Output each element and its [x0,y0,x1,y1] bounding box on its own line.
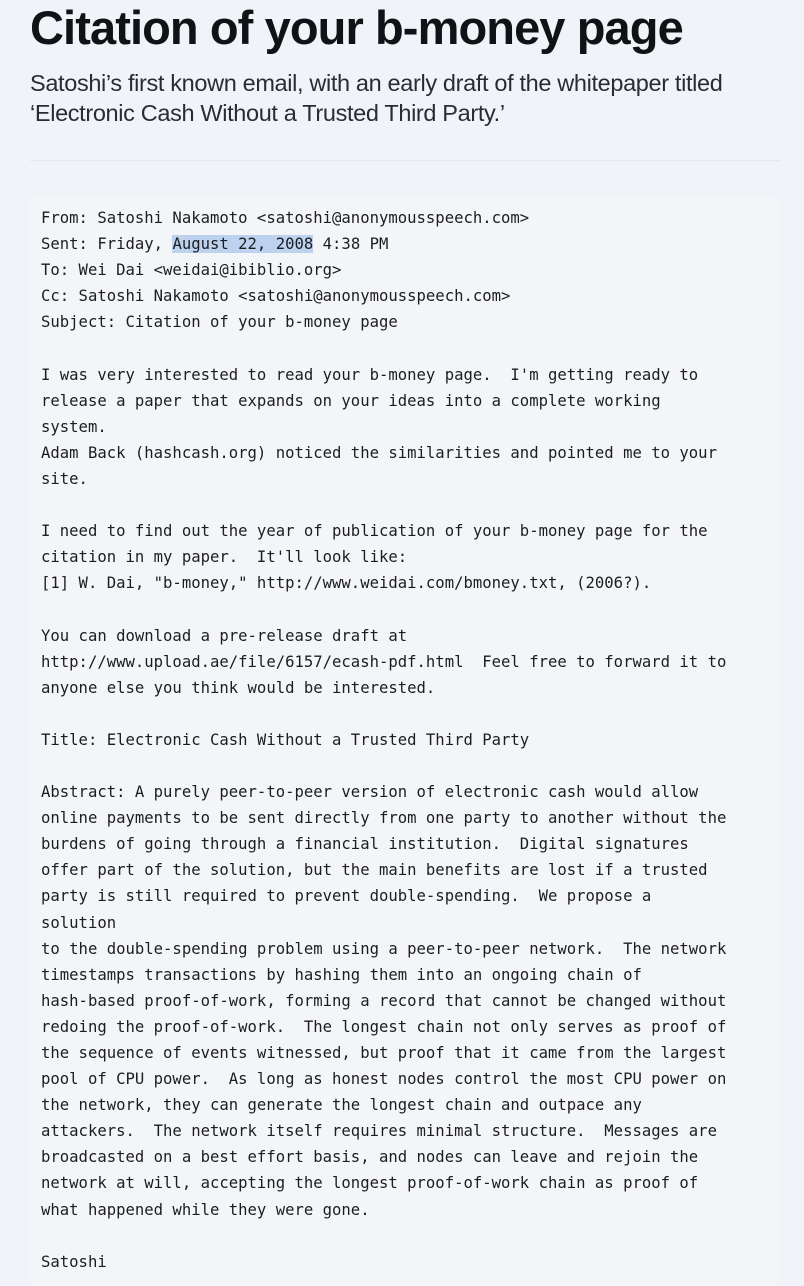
email-body-line: Abstract: A purely peer-to-peer version of electronic cash would allow [41,783,699,802]
email-body-line: timestamps transactions by hashing them into an ongoing chain of [41,965,642,984]
email-body-line: burdens of going through a financial institution. Digital signatures [41,835,689,854]
email-body-line: site. [41,469,88,488]
email-sent-date-selection[interactable]: August 22, 2008 [172,235,314,254]
email-cc-line: Cc: Satoshi Nakamoto <satoshi@anonymousspeech.com> [41,287,511,306]
email-from-line: From: Satoshi Nakamoto <satoshi@anonymousspeech.com> [41,209,530,227]
email-body-line: system. [41,417,107,436]
header-divider [30,160,780,161]
email-body-line: I need to find out the year of publication of your b-money page for the [41,522,708,541]
email-body-line: You can download a pre-release draft at [41,626,408,645]
email-body-line [41,701,781,727]
email-sent-time: 4:38 PM [313,235,389,254]
email-body-line: [1] W. Dai, "b-money," http://www.weidai.com/bmoney.txt, (2006?). [41,574,652,593]
email-body-line: network at will, accepting the longest proof-of-work chain as proof of [41,1174,699,1193]
email-body-line [41,492,781,518]
email-message-lines [41,362,781,1275]
page-subtitle: Satoshi’s first known email, with an early draft of the whitepaper titled ‘Electronic Cash Without a Trusted Third Party.’ [30,70,723,126]
email-body-line: party is still required to prevent double-spending. We propose a [41,887,652,906]
email-body-line: the sequence of events witnessed, but proof that it came from the largest [41,1044,727,1062]
email-to-line: To: Wei Dai <weidai@ibiblio.org> [41,261,342,280]
email-body-line: offer part of the solution, but the main benefits are lost if a trusted [41,861,708,880]
email-body-line [41,753,781,779]
email-body-line: the network, they can generate the longest chain and outpace any [41,1096,642,1115]
email-body-line [41,596,781,622]
email-body-line: to the double-spending problem using a peer-to-peer network. The network [41,939,727,958]
email-body-line: Title: Electronic Cash Without a Trusted Third Party [41,730,530,749]
email-body-line: Adam Back (hashcash.org) noticed the similarities and pointed me to your [41,443,717,462]
email-body-line: Satoshi [41,1252,107,1271]
email-body-line: solution [41,913,117,932]
email-body-line: I was very interested to read your b-money page. I'm getting ready to [41,365,699,384]
email-headers [41,205,781,362]
header-spacer [41,335,781,361]
email-sent-line [41,231,781,257]
email-body-line: broadcasted on a best effort basis, and nodes can leave and rejoin the [41,1148,699,1167]
email-body-line: pool of CPU power. As long as honest nodes control the most CPU power on [41,1070,727,1089]
email-body-line: release a paper that expands on your ideas into a complete working [41,391,661,410]
email-body-line: redoing the proof-of-work. The longest chain not only serves as proof of [41,1017,727,1036]
email-subject-line: Subject: Citation of your b-money page [41,313,398,332]
page-title: Citation of your b-money page [30,1,683,54]
email-body-line: what happened while they were gone. [41,1200,370,1219]
email-body-line: attackers. The network itself requires minimal structure. Messages are [41,1122,717,1141]
email-body-line: hash-based proof-of-work, forming a record that cannot be changed without [41,991,727,1010]
email-sent-prefix: Sent: Friday, [41,235,173,254]
email-body-line: citation in my paper. It'll look like: [41,548,408,567]
email-body-line: http://www.upload.ae/file/6157/ecash-pdf.html Feel free to forward it to [41,652,727,671]
email-body-line [41,1223,781,1249]
email-body-line: anyone else you think would be interested. [41,678,436,697]
email-body [41,205,781,1275]
email-body-line: online payments to be sent directly from one party to another without the [41,809,727,828]
